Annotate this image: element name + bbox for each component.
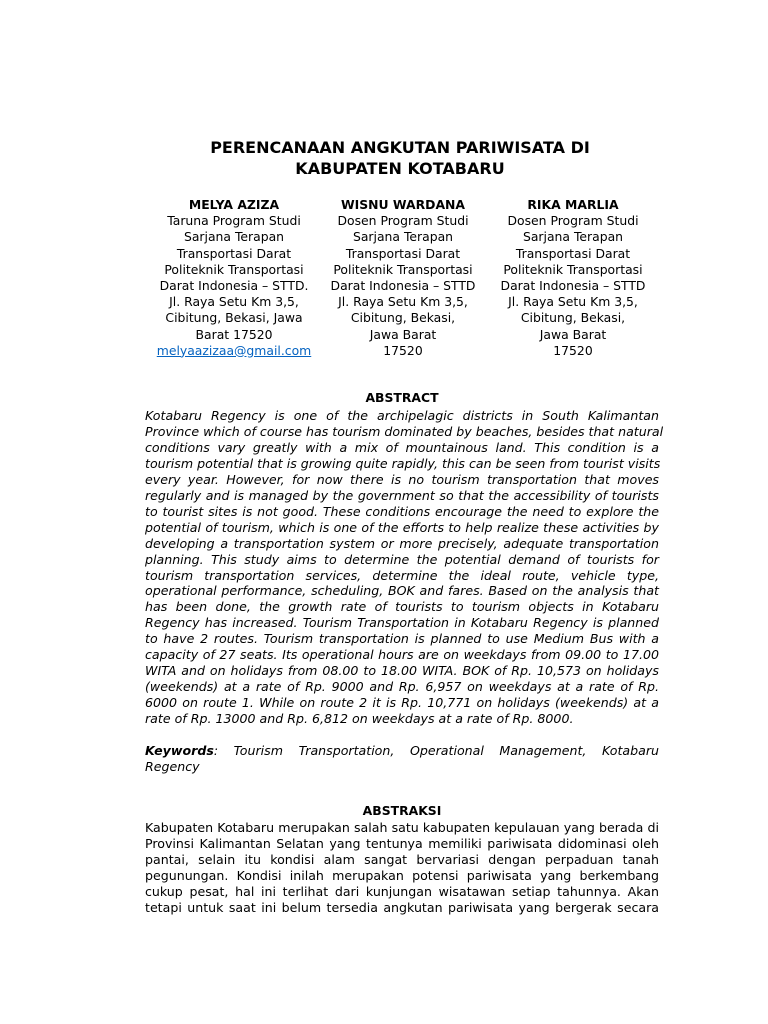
abstract-line: to have 2 routes. Tourism transportation is planned to use Medium Bus with a bbox=[145, 631, 659, 647]
author-affiliation-line: Dosen Program Studi bbox=[337, 213, 469, 229]
author-affiliation-line: Jawa Barat bbox=[369, 326, 437, 342]
keywords-label: Keywords bbox=[145, 743, 214, 758]
abstract-line: has been done, the growth rate of tourists to tourism objects in Kotabaru bbox=[145, 599, 659, 615]
abstract-body bbox=[145, 408, 664, 727]
abstract-line: Province which of course has tourism dominated by beaches, besides that natural bbox=[145, 423, 664, 439]
keywords-line: Regency bbox=[145, 758, 200, 774]
author-affiliation-line: 17520 bbox=[383, 342, 423, 358]
author-affiliation-line: Taruna Program Studi bbox=[167, 213, 301, 229]
abstract-line: tourism potential that is growing quite rapidly, this can be seen from tourist visits bbox=[145, 455, 661, 471]
abstraksi-body bbox=[145, 820, 659, 916]
keywords-text: : Tourism Transportation, Operational Management, Kotabaru bbox=[213, 743, 659, 758]
abstract-line: regularly and is managed by the government so that the accessibility of tourists bbox=[145, 487, 659, 503]
abstract-line: rate of Rp. 13000 and Rp. 6,812 on weekdays at a rate of Rp. 8000. bbox=[145, 711, 574, 727]
author-affiliation-line: Transportasi Darat bbox=[176, 245, 292, 261]
abstract-line: operational performance, scheduling, BOK and fares. Based on the analysis that bbox=[145, 583, 659, 599]
author-affiliation-line: Politeknik Transportasi bbox=[333, 261, 473, 277]
author-name: WISNU WARDANA bbox=[340, 197, 466, 212]
author-affiliation-line: Cibitung, Bekasi, Jawa bbox=[165, 310, 303, 326]
abstract-line: conditions vary greatly with a mix of mountainous land. This condition is a bbox=[145, 439, 659, 455]
keywords-block bbox=[145, 743, 659, 775]
author-affiliation-line: Darat Indonesia – STTD. bbox=[159, 278, 309, 294]
abstraksi-line: cukup pesat, hal ini terlihat dari kunjungan wisatawan setiap tahunnya. Akan bbox=[145, 883, 659, 899]
abstract-heading: ABSTRACT bbox=[365, 390, 439, 405]
abstraksi-line: Kabupaten Kotabaru merupakan salah satu kabupaten kepulauan yang berada di bbox=[145, 820, 659, 835]
paper-title bbox=[140, 137, 660, 179]
abstraksi-line: tetapi untuk saat ini belum tersedia angkutan pariwisata yang bergerak secara bbox=[145, 899, 659, 915]
abstraksi-line: pantai, selain itu kondisi alam sangat bervariasi dengan perpaduan tanah bbox=[145, 851, 659, 867]
author-affiliation-line: Barat 17520 bbox=[195, 326, 273, 342]
author-affiliation-line: Dosen Program Studi bbox=[507, 213, 639, 229]
author-affiliation-line: Jl. Raya Setu Km 3,5, bbox=[338, 294, 468, 310]
abstraksi-line: Provinsi Kalimantan Selatan yang tentunya memiliki pariwisata didominasi oleh bbox=[145, 835, 659, 851]
abstract-line: planning. This study aims to determine the potential demand of tourists for bbox=[145, 551, 659, 567]
abstract-line: WITA and on holidays from 08.00 to 18.00 WITA. BOK of Rp. 10,573 on holidays bbox=[145, 663, 659, 679]
author-affiliation-line: Jl. Raya Setu Km 3,5, bbox=[169, 294, 299, 310]
abstract-line: capacity of 27 seats. Its operational hours are on weekdays from 09.00 to 17.00 bbox=[145, 647, 659, 663]
author-block bbox=[0, 197, 768, 367]
abstract-line: 6000 on route 1. While on route 2 it is Rp. 10,771 on holidays (weekends) at a bbox=[145, 695, 659, 711]
author-rika-marlia bbox=[488, 197, 658, 359]
author-wisnu-wardana bbox=[318, 197, 488, 359]
author-affiliation-line: Transportasi Darat bbox=[345, 245, 461, 261]
abstract-line: every year. However, for now there is no tourism transportation that moves bbox=[145, 471, 659, 487]
author-name: RIKA MARLIA bbox=[527, 197, 619, 212]
author-email-link[interactable]: melyaazizaa@gmail.com bbox=[156, 342, 312, 358]
abstract-line: (weekends) at a rate of Rp. 9000 and Rp. 6,957 on weekdays at a rate of Rp. bbox=[145, 679, 659, 695]
author-affiliation-line: Transportasi Darat bbox=[515, 245, 631, 261]
author-affiliation-line: Sarjana Terapan bbox=[352, 229, 454, 245]
abstract-line: Kotabaru Regency is one of the archipelagic districts in South Kalimantan bbox=[145, 408, 659, 423]
author-melya-aziza bbox=[149, 197, 319, 359]
abstraksi-heading: ABSTRAKSI bbox=[362, 803, 442, 818]
author-affiliation-line: Darat Indonesia – STTD bbox=[330, 278, 476, 294]
author-affiliation-line: Cibitung, Bekasi, bbox=[350, 310, 456, 326]
abstract-line: developing a transportation system or more precisely, adequate transportation bbox=[145, 535, 659, 551]
abstract-line: tourism transportation services, determine the ideal route, vehicle type, bbox=[145, 567, 659, 583]
author-affiliation-line: Politeknik Transportasi bbox=[503, 261, 643, 277]
author-affiliation-line: Jawa Barat bbox=[539, 326, 607, 342]
author-affiliation-line: Darat Indonesia – STTD bbox=[500, 278, 646, 294]
author-affiliation-line: 17520 bbox=[553, 342, 593, 358]
author-name: MELYA AZIZA bbox=[188, 197, 280, 212]
abstract-line: potential of tourism, which is one of the efforts to help realize these activities by bbox=[145, 519, 659, 535]
author-affiliation-line: Sarjana Terapan bbox=[183, 229, 285, 245]
author-affiliation-line: Sarjana Terapan bbox=[522, 229, 624, 245]
paper-title-line: PERENCANAAN ANGKUTAN PARIWISATA DI bbox=[210, 138, 590, 157]
paper-title-line: KABUPATEN KOTABARU bbox=[295, 159, 505, 178]
author-affiliation-line: Politeknik Transportasi bbox=[164, 261, 304, 277]
abstract-line: to tourist sites is not good. These conditions encourage the need to explore the bbox=[145, 503, 659, 519]
author-affiliation-line: Cibitung, Bekasi, bbox=[520, 310, 626, 326]
author-affiliation-line: Jl. Raya Setu Km 3,5, bbox=[508, 294, 638, 310]
keywords-line bbox=[145, 743, 659, 759]
abstraksi-line: pegunungan. Kondisi inilah merupakan potensi pariwisata yang berkembang bbox=[145, 867, 659, 883]
abstract-line: Regency has increased. Tourism Transportation in Kotabaru Regency is planned bbox=[145, 615, 659, 631]
